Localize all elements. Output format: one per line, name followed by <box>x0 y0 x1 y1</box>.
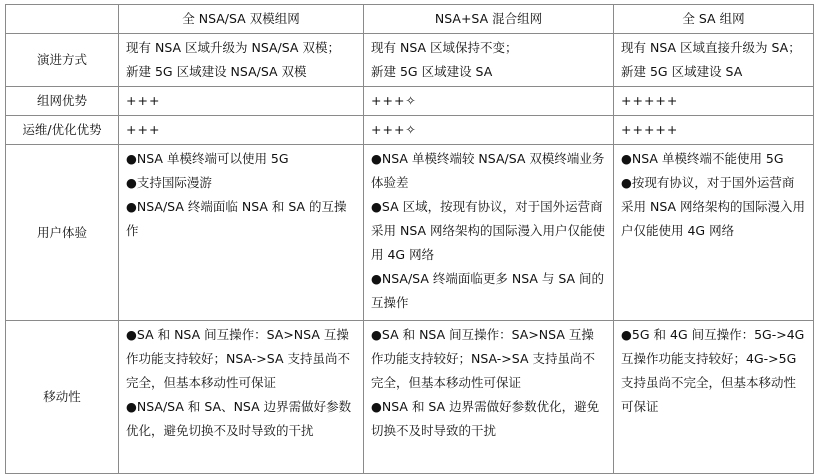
comparison-table <box>5 4 814 474</box>
header-col-full-sa: 全 SA 组网 <box>614 5 814 34</box>
bullet-item: ●NSA 单模终端较 NSA/SA 双模终端业务体验差 <box>371 151 605 190</box>
cell-line: 新建 5G 区域建设 SA <box>621 64 743 79</box>
row-label: 用户体验 <box>6 145 119 321</box>
rating-cell: +++ <box>119 87 364 116</box>
table-cell <box>364 34 614 87</box>
table-row <box>6 87 814 116</box>
cell-line: 现有 NSA 区域保持不变； <box>371 40 518 55</box>
cell-line: 现有 NSA 区域直接升级为 SA； <box>621 40 801 55</box>
rating-cell: +++++ <box>614 87 814 116</box>
table-cell <box>119 321 364 474</box>
bullet-item: ●SA 和 NSA 间互操作：SA>NSA 互操作功能支持较好；NSA->SA 支持虽尚不完全，但基本移动性可保证 <box>371 327 595 390</box>
rating-cell: +++✧ <box>364 87 614 116</box>
table-cell <box>364 321 614 474</box>
table-row <box>6 34 814 87</box>
bullet-item: ●NSA/SA 终端面临 NSA 和 SA 的互操作 <box>126 199 347 238</box>
row-label: 演进方式 <box>6 34 119 87</box>
table-cell <box>614 321 814 474</box>
cell-line: 新建 5G 区域建设 NSA/SA 双模 <box>126 64 307 79</box>
bullet-item: ●NSA 和 SA 边界需做好参数优化，避免切换不及时导致的干扰 <box>371 399 600 438</box>
bullet-item: ●SA 和 NSA 间互操作：SA>NSA 互操作功能支持较好；NSA->SA 支持虽尚不完全，但基本移动性可保证 <box>126 327 350 390</box>
bullet-item: ●NSA/SA 终端面临更多 NSA 与 SA 间的互操作 <box>371 271 605 310</box>
cell-line: 现有 NSA 区域升级为 NSA/SA 双模； <box>126 40 340 55</box>
table-cell <box>119 145 364 321</box>
rating-cell: +++ <box>119 116 364 145</box>
cell-line: 新建 5G 区域建设 SA <box>371 64 493 79</box>
table-cell <box>364 145 614 321</box>
bullet-item: ●按现有协议，对于国外运营商采用 NSA 网络架构的国际漫入用户仅能使用 4G 网络 <box>621 175 806 238</box>
bullet-item: ●支持国际漫游 <box>126 175 212 190</box>
row-label: 移动性 <box>6 321 119 474</box>
table-cell <box>119 34 364 87</box>
table-row <box>6 116 814 145</box>
table-row <box>6 321 814 474</box>
row-label: 组网优势 <box>6 87 119 116</box>
bullet-item: ●NSA 单模终端不能使用 5G <box>621 151 784 166</box>
table-row <box>6 145 814 321</box>
row-label: 运维/优化优势 <box>6 116 119 145</box>
bullet-item: ●5G 和 4G 间互操作：5G->4G 互操作功能支持较好；4G->5G 支持虽尚不完全，但基本移动性可保证 <box>621 327 805 414</box>
rating-cell: +++✧ <box>364 116 614 145</box>
header-row <box>6 5 814 34</box>
table-cell <box>614 145 814 321</box>
rating-cell: +++++ <box>614 116 814 145</box>
header-corner <box>6 5 119 34</box>
header-col-hybrid: NSA+SA 混合组网 <box>364 5 614 34</box>
header-col-full-nsa-sa: 全 NSA/SA 双模组网 <box>119 5 364 34</box>
bullet-item: ●NSA 单模终端可以使用 5G <box>126 151 289 166</box>
bullet-item: ●NSA/SA 和 SA、NSA 边界需做好参数优化，避免切换不及时导致的干扰 <box>126 399 352 438</box>
bullet-item: ●SA 区域，按现有协议，对于国外运营商采用 NSA 网络架构的国际漫入用户仅能使用 4G 网络 <box>371 199 606 262</box>
table-cell <box>614 34 814 87</box>
